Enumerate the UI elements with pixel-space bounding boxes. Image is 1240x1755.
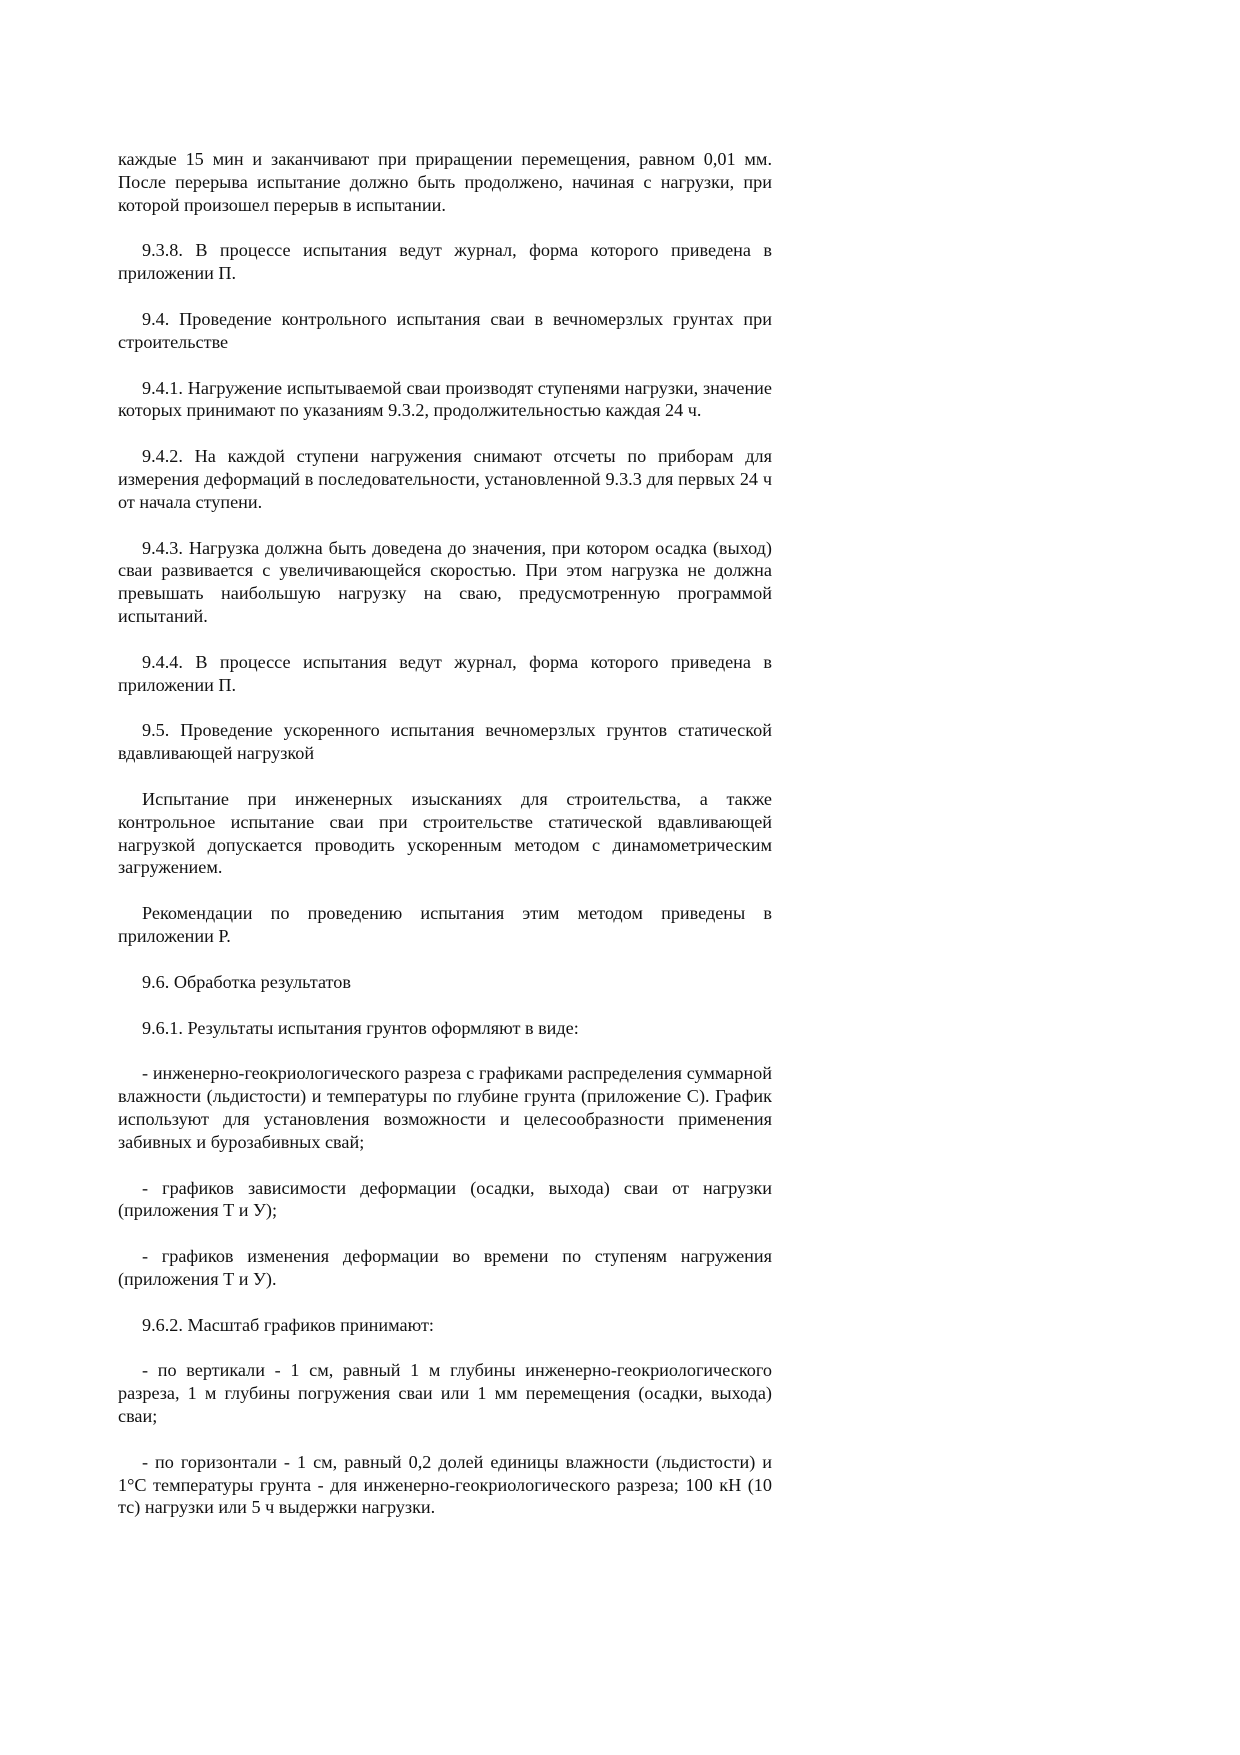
document-page [118, 148, 772, 1542]
paragraph-recommendations: Рекомендации по проведению испытания этим методом приведены в приложении Р. [118, 903, 772, 946]
section-heading-9-4: 9.4. Проведение контрольного испытания сваи в вечномерзлых грунтах при строительстве [118, 308, 772, 352]
section-heading-9-5: 9.5. Проведение ускоренного испытания вечномерзлых грунтов статической вдавливающей нагрузкой [118, 720, 772, 764]
paragraph-9-4-2: 9.4.2. На каждой ступени нагружения снимают отсчеты по приборам для измерения деформаций в последовательности, установленной 9.3.3 для первых 24 ч от начала ступени. [118, 446, 772, 512]
paragraph-9-3-8: 9.3.8. В процессе испытания ведут журнал, форма которого приведена в приложении П. [118, 240, 772, 284]
paragraph-continuation: каждые 15 мин и заканчивают при приращении перемещения, равном 0,01 мм. После перерыва испытание должно быть продолжено, начиная с нагрузки, при которой произошел перерыв в испытании. [118, 149, 772, 215]
paragraph-9-6-1: 9.6.1. Результаты испытания грунтов оформляют в виде: [142, 1017, 579, 1038]
section-heading-9-6: 9.6. Обработка результатов [142, 971, 351, 992]
paragraph-9-4-3: 9.4.3. Нагрузка должна быть доведена до значения, при котором осадка (выход) сваи развивается с увеличивающейся скоростью. При этом нагрузка не должна превышать наибольшую нагрузку на сваю, предусмотренную программой испытаний. [118, 537, 772, 626]
paragraph-9-6-2: 9.6.2. Масштаб графиков принимают: [142, 1314, 434, 1335]
paragraph-9-4-1: 9.4.1. Нагружение испытываемой сваи производят ступенями нагрузки, значение которых принимают по указаниям 9.3.2, продолжительностью каждая 24 ч. [118, 377, 772, 421]
list-item-horizontal-scale: - по горизонтали - 1 см, равный 0,2 долей единицы влажности (льдистости) и 1°С температуры грунта - для инженерно-геокриологического разреза; 100 кН (10 тс) нагрузки или 5 ч выдержки нагрузки. [118, 1451, 772, 1518]
list-item-vertical-scale: - по вертикали - 1 см, равный 1 м глубины инженерно-геокриологического разреза, 1 м глубины погружения сваи или 1 мм перемещения (осадки, выхода) сваи; [118, 1360, 772, 1427]
list-item-deformation-load-graphs: - графиков зависимости деформации (осадки, выхода) сваи от нагрузки (приложения Т и У); [118, 1177, 772, 1221]
paragraph-accelerated-test: Испытание при инженерных изысканиях для строительства, а также контрольное испытание сваи при строительстве статической вдавливающей нагрузкой допускается проводить ускоренным методом с динамометрическим загружением. [118, 788, 772, 878]
list-item-geocryological-section: - инженерно-геокриологического разреза с графиками распределения суммарной влажности (льдистости) и температуры по глубине грунта (приложение С). График используют для установления возможности и целесообразности применения забивных и бурозабивных свай; [118, 1063, 772, 1152]
list-item-deformation-time-graphs: - графиков изменения деформации во времени по ступеням нагружения (приложения Т и У). [118, 1246, 772, 1289]
paragraph-9-4-4: 9.4.4. В процессе испытания ведут журнал, форма которого приведена в приложении П. [118, 651, 772, 695]
